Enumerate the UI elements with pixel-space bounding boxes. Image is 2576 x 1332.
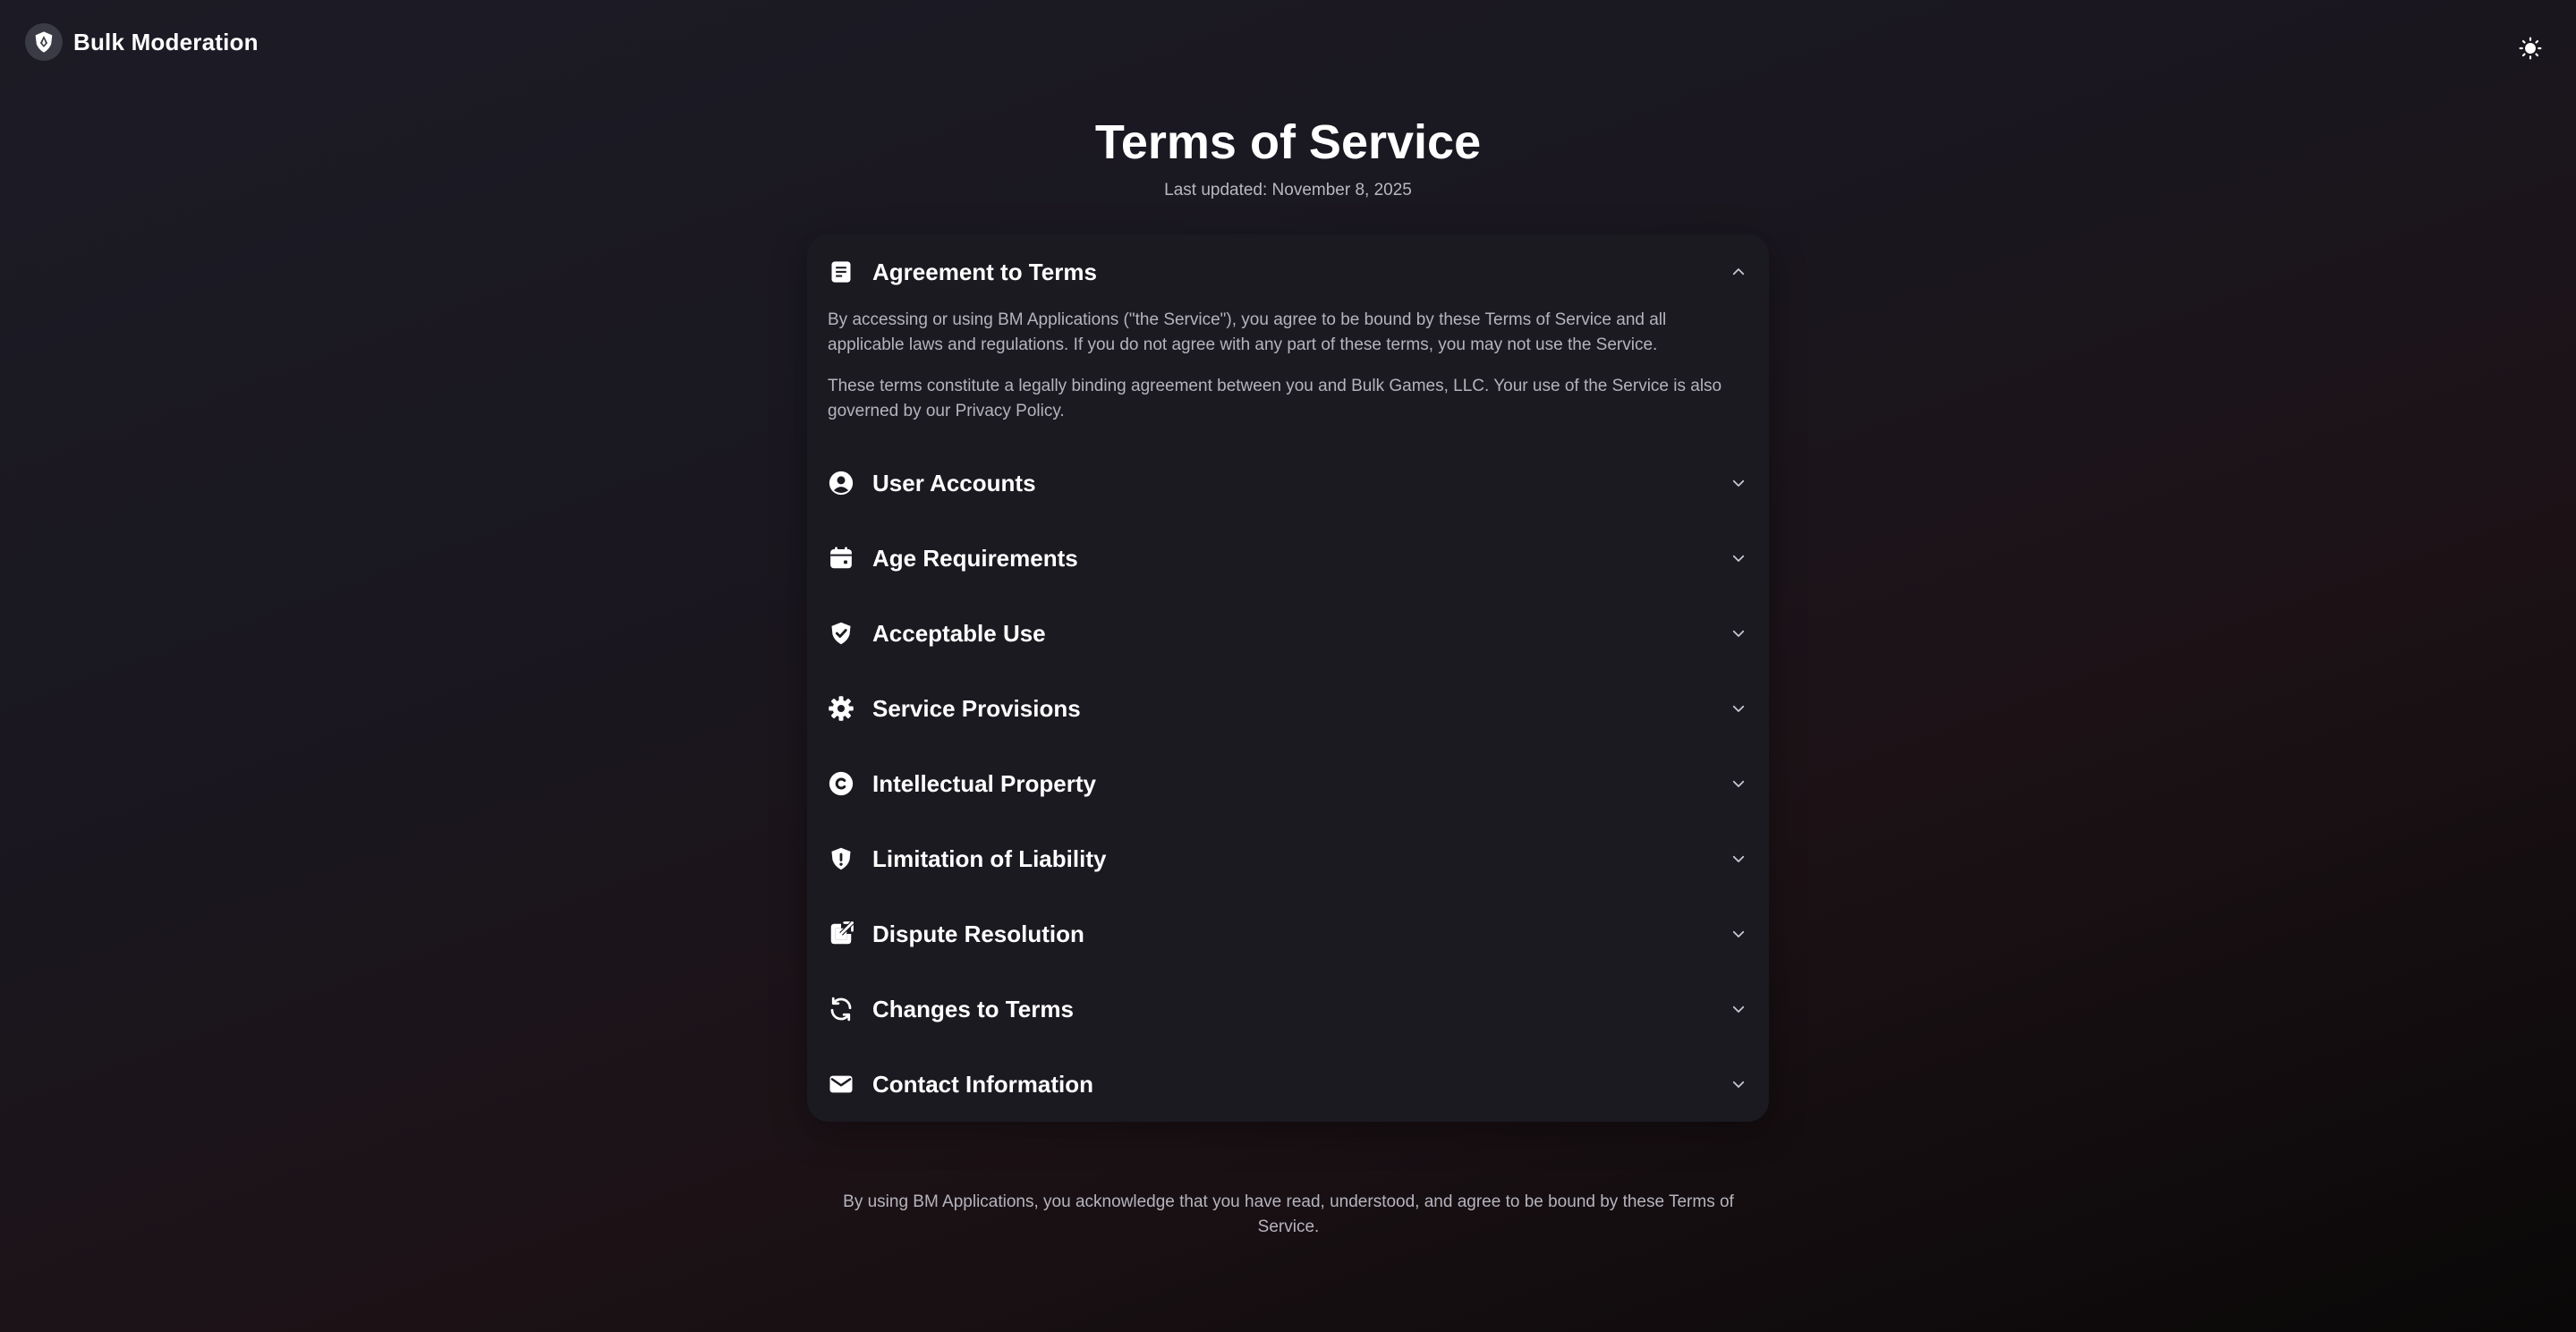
top-bar [0,0,2576,86]
section-title: Limitation of Liability [872,845,1107,872]
section-header-intellectual-property[interactable] [807,746,1769,821]
chevron-down-icon [1730,850,1747,868]
section-title: Acceptable Use [872,620,1046,647]
section-title: Service Provisions [872,695,1081,722]
external-link-icon [827,920,855,948]
brand-name: Bulk Moderation [73,28,259,55]
chevron-down-icon [1730,925,1747,943]
copyright-icon [827,769,855,798]
section-title: User Accounts [872,470,1036,496]
section-header-user-accounts[interactable] [807,445,1769,521]
footer-acknowledgement: By using BM Applications, you acknowledge that you have read, understood, and agree to be bound by these Terms of Service. [843,1192,1734,1236]
page-title: Terms of Service [1094,115,1482,169]
section-body-agreement-to-terms [828,308,1740,440]
last-updated-text: Last updated: November 8, 2025 [1164,181,1412,199]
section-title: Age Requirements [872,545,1078,572]
brand-link[interactable] [25,23,259,61]
section-header-service-provisions[interactable] [807,671,1769,746]
section-header-agreement-to-terms[interactable] [807,234,1769,310]
chevron-down-icon [1730,700,1747,717]
section-paragraph: These terms constitute a legally binding agreement between you and Bulk Games, LLC. Your use of the Service is also governed by our Privacy Policy. [828,377,1722,420]
section-header-acceptable-use[interactable] [807,596,1769,671]
section-header-changes-to-terms[interactable] [807,971,1769,1047]
user-circle-icon [827,469,855,497]
section-header-age-requirements[interactable] [807,521,1769,596]
gear-icon [827,694,855,723]
shield-alert-icon [827,844,855,873]
shield-check-icon [827,619,855,648]
chevron-down-icon [1730,775,1747,793]
section-header-contact-information[interactable] [807,1047,1769,1122]
section-header-dispute-resolution[interactable] [807,896,1769,971]
section-title: Dispute Resolution [872,921,1084,947]
theme-toggle-button[interactable] [2512,30,2548,66]
shield-logo-icon [25,23,63,61]
section-title: Intellectual Property [872,770,1096,797]
chevron-down-icon [1730,624,1747,642]
section-paragraph: By accessing or using BM Applications ("the Service"), you agree to be bound by these Terms of Service and all applicable laws and regulations. If you do not agree with any part of these terms, you may not use the Service. [828,310,1667,354]
chevron-down-icon [1730,1000,1747,1018]
refresh-icon [827,995,855,1023]
section-title: Agreement to Terms [872,259,1097,285]
section-title: Changes to Terms [872,996,1074,1022]
document-icon [827,258,855,286]
section-title: Contact Information [872,1071,1093,1098]
chevron-down-icon [1730,1075,1747,1093]
calendar-icon [827,544,855,573]
chevron-up-icon [1730,263,1747,281]
terms-accordion [807,234,1769,1122]
envelope-icon [827,1070,855,1099]
chevron-down-icon [1730,474,1747,492]
sun-icon [2519,37,2542,60]
chevron-down-icon [1730,549,1747,567]
section-header-limitation-of-liability[interactable] [807,821,1769,896]
